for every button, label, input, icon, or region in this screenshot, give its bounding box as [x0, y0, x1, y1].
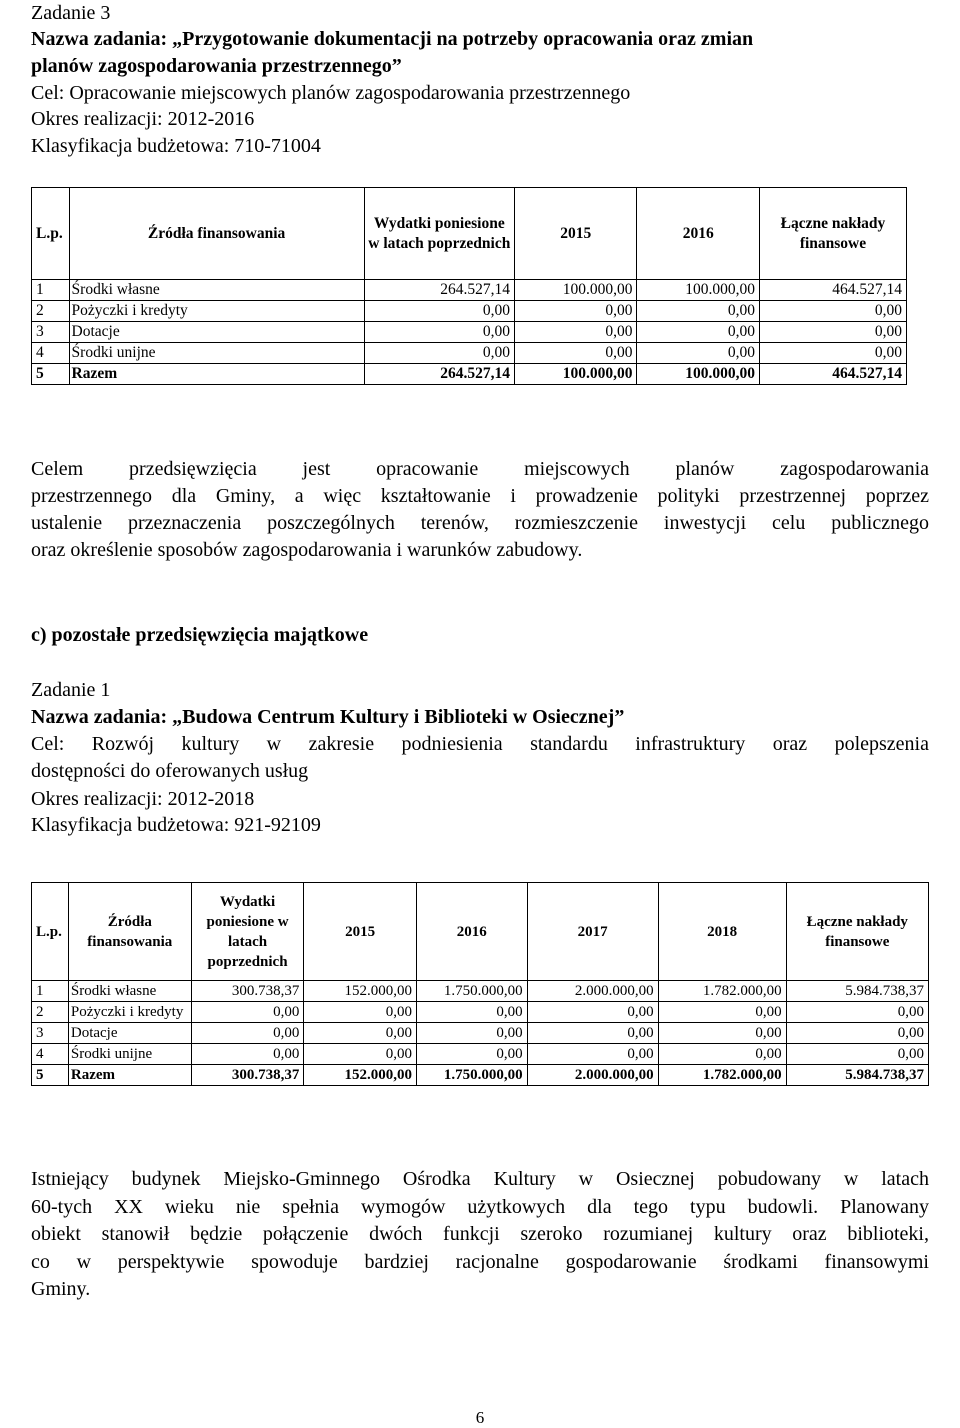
- cell: Środki własne: [68, 981, 191, 1002]
- cell: 464.527,14: [759, 364, 906, 385]
- cell: 0,00: [527, 1044, 658, 1065]
- cell: 0,00: [527, 1002, 658, 1023]
- cell: 0,00: [759, 301, 906, 322]
- task1-heading: Zadanie 1: [31, 679, 111, 701]
- header-2015: 2015: [514, 188, 636, 280]
- cell: 0,00: [637, 322, 759, 343]
- table-row: [32, 1044, 929, 1065]
- cell: 5.984.738,37: [786, 981, 928, 1002]
- header-2016: 2016: [637, 188, 759, 280]
- table-row: [32, 1023, 929, 1044]
- header-2016: 2016: [416, 883, 527, 981]
- task3-name: Nazwa zadania: „Przygotowanie dokumentacji na potrzeby opracowania oraz zmian: [31, 28, 754, 50]
- paragraph-line: przestrzennego dla Gminy, a więc kształtowanie i prowadzenie polityki przestrzennej poprzez: [31, 485, 929, 507]
- cell: 0,00: [191, 1044, 304, 1065]
- cell: 1: [32, 981, 69, 1002]
- cell: 100.000,00: [637, 364, 759, 385]
- paragraph-line: co w perspektywie spowoduje bardziej racjonalne gospodarowanie środkami finansowymi: [31, 1250, 929, 1273]
- table-row: [32, 301, 907, 322]
- cell: 2: [32, 301, 70, 322]
- task3-goal: Cel: Opracowanie miejscowych planów zagospodarowania przestrzennego: [31, 82, 631, 104]
- task1-goal: [31, 731, 929, 785]
- table-row: [32, 1002, 929, 1023]
- paragraph-line: oraz określenie sposobów zagospodarowania i warunków zabudowy.: [31, 539, 583, 561]
- cell: Razem: [68, 1065, 191, 1086]
- cell: 0,00: [416, 1002, 527, 1023]
- cell: 0,00: [416, 1023, 527, 1044]
- header-total: Łączne nakłady finansowe: [786, 883, 928, 981]
- cell: Dotacje: [69, 322, 364, 343]
- table-row: [32, 280, 907, 301]
- cell: 100.000,00: [637, 280, 759, 301]
- header-2015: 2015: [304, 883, 417, 981]
- paragraph-line: Celem przedsięwzięcia jest opracowanie miejscowych planów zagospodarowania: [31, 458, 929, 480]
- cell: 1.782.000,00: [658, 1065, 786, 1086]
- cell: 1: [32, 280, 70, 301]
- cell: Środki unijne: [69, 343, 364, 364]
- cell: Pożyczki i kredyty: [68, 1002, 191, 1023]
- table-row: [32, 343, 907, 364]
- cell: 1.750.000,00: [416, 981, 527, 1002]
- cell: 0,00: [637, 301, 759, 322]
- cell: 0,00: [658, 1023, 786, 1044]
- table-row: [32, 322, 907, 343]
- cell: 100.000,00: [514, 364, 636, 385]
- cell: 264.527,14: [364, 364, 514, 385]
- cell: 300.738,37: [191, 1065, 304, 1086]
- task1-description: [31, 1166, 929, 1304]
- table-total-row: [32, 364, 907, 385]
- paragraph-line: obiekt stanowił będzie połączenie dwóch funkcji szeroko rozumianej kultury oraz biblioteki,: [31, 1223, 929, 1245]
- cell: 264.527,14: [364, 280, 514, 301]
- cell: 2.000.000,00: [527, 981, 658, 1002]
- cell: 0,00: [514, 343, 636, 364]
- task1-financing-table: [31, 882, 929, 1086]
- paragraph-line: ustalenie przeznaczenia poszczególnych terenów, rozmieszczenie inwestycji celu publicznego: [31, 512, 929, 534]
- cell: 0,00: [304, 1044, 417, 1065]
- task3-classification: Klasyfikacja budżetowa: 710-71004: [31, 135, 321, 157]
- header-total: Łączne nakłady finansowe: [759, 188, 906, 280]
- cell: 4: [32, 1044, 69, 1065]
- header-previous: Wydatki poniesione w latach poprzednich: [364, 188, 514, 280]
- cell: Środki unijne: [68, 1044, 191, 1065]
- cell: 100.000,00: [514, 280, 636, 301]
- cell: Pożyczki i kredyty: [69, 301, 364, 322]
- cell: 0,00: [786, 1002, 928, 1023]
- cell: 464.527,14: [759, 280, 906, 301]
- cell: 0,00: [658, 1002, 786, 1023]
- cell: 3: [32, 322, 70, 343]
- cell: 0,00: [191, 1002, 304, 1023]
- header-2017: 2017: [527, 883, 658, 981]
- cell: 0,00: [304, 1023, 417, 1044]
- cell: 0,00: [364, 301, 514, 322]
- table-header-row: [32, 188, 907, 280]
- cell: 0,00: [191, 1023, 304, 1044]
- cell: 0,00: [658, 1044, 786, 1065]
- paragraph-line: Istniejący budynek Miejsko-Gminnego Ośrodka Kultury w Osiecznej pobudowany w latach: [31, 1168, 929, 1190]
- table-total-row: [32, 1065, 929, 1086]
- paragraph-line: 60-tych XX wieku nie spełnia wymogów użytkowych dla tego typu budowli. Planowany: [31, 1195, 929, 1218]
- cell: 0,00: [527, 1023, 658, 1044]
- header-sources: Źródła finansowania: [69, 188, 364, 280]
- cell: 0,00: [514, 322, 636, 343]
- cell: 300.738,37: [191, 981, 304, 1002]
- cell: 0,00: [364, 343, 514, 364]
- cell: 4: [32, 343, 70, 364]
- cell: 0,00: [786, 1044, 928, 1065]
- cell: Dotacje: [68, 1023, 191, 1044]
- paragraph-line: Gminy.: [31, 1278, 91, 1300]
- header-lp: L.p.: [32, 883, 69, 981]
- cell: 2: [32, 1002, 69, 1023]
- task3-description: [31, 456, 929, 564]
- cell: 152.000,00: [304, 981, 417, 1002]
- cell: 5: [32, 1065, 69, 1086]
- table-header-row: [32, 883, 929, 981]
- cell: 5: [32, 364, 70, 385]
- cell: 0,00: [759, 322, 906, 343]
- cell: 152.000,00: [304, 1065, 417, 1086]
- cell: 0,00: [786, 1023, 928, 1044]
- task1-period: Okres realizacji: 2012-2018: [31, 788, 255, 810]
- goal-line: Cel: Rozwój kultury w zakresie podniesienia standardu infrastruktury oraz polepszenia: [31, 733, 929, 755]
- cell: 0,00: [759, 343, 906, 364]
- task3-period: Okres realizacji: 2012-2016: [31, 108, 255, 130]
- header-previous: Wydatki poniesione w latach poprzednich: [191, 883, 304, 981]
- cell: 1.782.000,00: [658, 981, 786, 1002]
- task3-heading: Zadanie 3: [31, 2, 111, 24]
- page-number: 6: [475, 1408, 485, 1427]
- cell: 0,00: [304, 1002, 417, 1023]
- header-sources: Źródła finansowania: [68, 883, 191, 981]
- cell: 2.000.000,00: [527, 1065, 658, 1086]
- task1-name: Nazwa zadania: „Budowa Centrum Kultury i Biblioteki w Osiecznej”: [31, 706, 625, 728]
- goal-line: dostępności do oferowanych usług: [31, 760, 309, 782]
- cell: Razem: [69, 364, 364, 385]
- cell: Środki własne: [69, 280, 364, 301]
- table-row: [32, 981, 929, 1002]
- task3-financing-table: [31, 187, 907, 385]
- cell: 0,00: [416, 1044, 527, 1065]
- task1-classification: Klasyfikacja budżetowa: 921-92109: [31, 814, 321, 836]
- task3-name-cont: planów zagospodarowania przestrzennego”: [31, 55, 402, 77]
- cell: 0,00: [364, 322, 514, 343]
- cell: 1.750.000,00: [416, 1065, 527, 1086]
- cell: 3: [32, 1023, 69, 1044]
- cell: 5.984.738,37: [786, 1065, 928, 1086]
- cell: 0,00: [637, 343, 759, 364]
- section-c-heading: c) pozostałe przedsięwzięcia majątkowe: [31, 624, 369, 646]
- header-lp: L.p.: [32, 188, 70, 280]
- header-2018: 2018: [658, 883, 786, 981]
- cell: 0,00: [514, 301, 636, 322]
